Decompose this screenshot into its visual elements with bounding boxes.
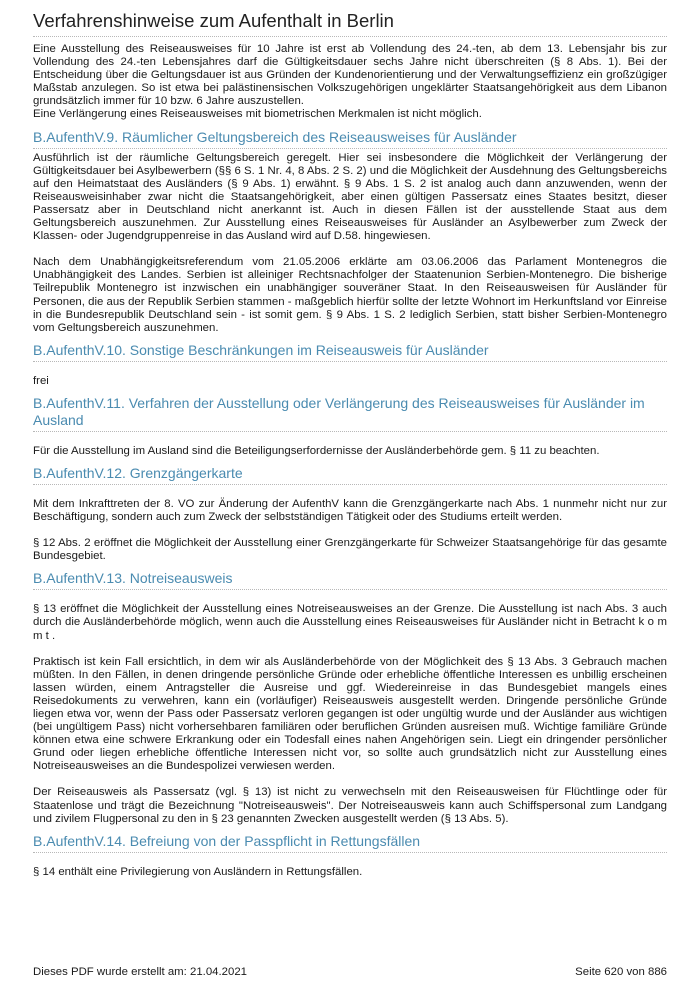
section-heading: B.AufenthV.12. Grenzgängerkarte	[33, 465, 667, 485]
section-paragraph: Praktisch ist kein Fall ersichtlich, in dem wir als Ausländerbehörde von der Möglichkeit des § 13 Abs. 3 Gebrauch machen müßten. In den Fällen, in denen dringende persönliche Gründe oder erhebliche öffentliche Interessen es unbillig erscheinen lassen würden, einem Antragsteller die Ausreise und ggf. Wiedereinreise in das Bundesgebiet mangels eines Reisedokuments zu verwehren, kann ein (vorläufiger) Reiseausweis ausgestellt werden. Dringende persönliche Gründe liegen etwa vor, wenn der Pass oder Passersatz verloren gegangen ist oder ungültig wurde und der Ausländer aus wichtigen (bei ungültigem Pass) nicht vorhersehbaren familiären oder beruflichen Gründen ausreisen muß. Wichtige familiäre Gründe können etwa eine schwere Erkrankung oder ein Todesfall eines nahen Angehörigen sein. Liegt ein dringender persönlicher Grund oder liegen erhebliche öffentliche Interessen nicht vor, so sollte auch grundsätzlich nicht zur Ausstellung eines Notreiseausweises an die Bundespolizei verwiesen werden.	[33, 655, 667, 773]
section-heading: B.AufenthV.13. Notreiseausweis	[33, 570, 667, 590]
page-footer	[33, 966, 667, 978]
section-paragraph: § 13 eröffnet die Möglichkeit der Ausstellung eines Notreiseausweises an der Grenze. Die Ausstellung ist nach Abs. 3 auch durch die Ausländerbehörde möglich, wenn auch die Ausstellung eines Reiseausweises für Ausländer nicht in Betracht k o m m t .	[33, 603, 667, 642]
section-paragraph: § 14 enthält eine Privilegierung von Ausländern in Rettungsfällen.	[33, 865, 363, 878]
footer-page-number: Seite 620 von 886	[575, 966, 667, 978]
section-heading: B.AufenthV.14. Befreiung von der Passpflicht in Rettungsfällen	[33, 833, 667, 853]
section-paragraph: Nach dem Unabhängigkeitsreferendum vom 21.05.2006 erklärte am 03.06.2006 das Parlament Montenegros die Unabhängigkeit des Landes. Serbien ist alleiniger Rechtsnachfolger der Staatenunion Serbien-Montenegro. Die bisherige Teilrepublik Montenegro ist inzwischen ein unabhängiger souveräner Staat. In den Reiseausweisen für Ausländer für Personen, die aus der Republik Serbien stammen - maßgeblich hierfür sollte der letzte Wohnort im Herkunftsland vor Einreise in die Bundesrepublik Deutschland sein - ist somit gem. § 9 Abs. 1 S. 2 lediglich Serbien, statt bisher Serbien-Montenegro vom Geltungsbereich auszunehmen.	[33, 256, 667, 334]
section-heading: B.AufenthV.10. Sonstige Beschränkungen im Reiseausweis für Ausländer	[33, 342, 667, 362]
section-paragraph: Mit dem Inkrafttreten der 8. VO zur Änderung der AufenthV kann die Grenzgängerkarte nach Abs. 1 nunmehr nicht nur zur Beschäftigung, sondern auch zum Zweck der selbstständigen Tätigkeit oder des Studiums erteilt werden.	[33, 497, 667, 524]
section-paragraph: § 12 Abs. 2 eröffnet die Möglichkeit der Ausstellung einer Grenzgängerkarte für Schweizer Staatsangehörige für das gesamte Bundesgebiet.	[33, 537, 667, 563]
section-heading: B.AufenthV.11. Verfahren der Ausstellung oder Verlängerung des Reiseausweises für Ausländer im Ausland	[33, 395, 667, 432]
section-heading: B.AufenthV.9. Räumlicher Geltungsbereich des Reiseausweises für Ausländer	[33, 129, 667, 149]
footer-created-date: Dieses PDF wurde erstellt am: 21.04.2021	[33, 966, 247, 978]
section-paragraph: Für die Ausstellung im Ausland sind die Beteiligungserfordernisse der Ausländerbehörde gem. § 11 zu beachten.	[33, 444, 600, 457]
section-paragraph: Der Reiseausweis als Passersatz (vgl. § 13) ist nicht zu verwechseln mit den Reiseausweisen für Flüchtlinge oder für Staatenlose und trägt die Bezeichnung "Notreiseausweis". Der Notreiseausweis kann auch Schiffspersonal zum Landgang und zivilem Flugpersonal zu den in § 23 genannten Zwecken ausgestellt werden (§ 13 Abs. 5).	[33, 786, 667, 825]
section-paragraph: frei	[33, 374, 49, 387]
section-paragraph: Ausführlich ist der räumliche Geltungsbereich geregelt. Hier sei insbesondere die Möglichkeit der Verlängerung der Gültigkeitsdauer bei Asylbewerbern (§§ 6 S. 1 Nr. 4, 8 Abs. 2 S. 2) und die Möglichkeit der Ausdehnung des Geltungsbereichs auf den Heimatstaat des Ausländers (§ 9 Abs. 1) erwähnt. § 9 Abs. 1 S. 2 ist analog auch dann anzuwenden, wenn der Reiseausweisinhaber zwar nicht die Staatsangehörigkeit, aber einen gültigen Passersatz eines Staates besitzt, dieser Passersatz aber in Deutschland nicht anerkannt ist. Auch in diesen Fällen ist der ausstellende Staat aus dem Geltungsbereich auszunehmen. Zur Ausstellung eines Reiseausweises für Ausländer an Asylbewerber zum Zweck der Klassen- oder Jugendgruppenreise in das Ausland wird auf D.58. hingewiesen.	[33, 151, 667, 243]
intro-paragraph: Eine Verlängerung eines Reiseausweises mit biometrischen Merkmalen ist nicht möglich.	[33, 108, 482, 121]
intro-paragraph: Eine Ausstellung des Reiseausweises für 10 Jahre ist erst ab Vollendung des 24.-ten, ab dem 13. Lebensjahr bis zur Vollendung des 24.-ten Lebensjahres darf die Gültigkeitsdauer sechs Jahre nicht überschreiten (§ 8 Abs. 1). Bei der Entscheidung über die Geltungsdauer ist aus Gründen der Kundenorientierung und der Verwaltungseffizienz ein großzügiger Maßstab anzulegen. So ist etwa bei palästinensischen Volkszugehörigen ungeklärter Staatsangehörigkeit aus dem Libanon grundsätzlich immer für 10 bzw. 6 Jahre auszustellen.	[33, 43, 667, 108]
document-title: Verfahrenshinweise zum Aufenthalt in Berlin	[33, 10, 667, 37]
document-page	[33, 0, 667, 879]
